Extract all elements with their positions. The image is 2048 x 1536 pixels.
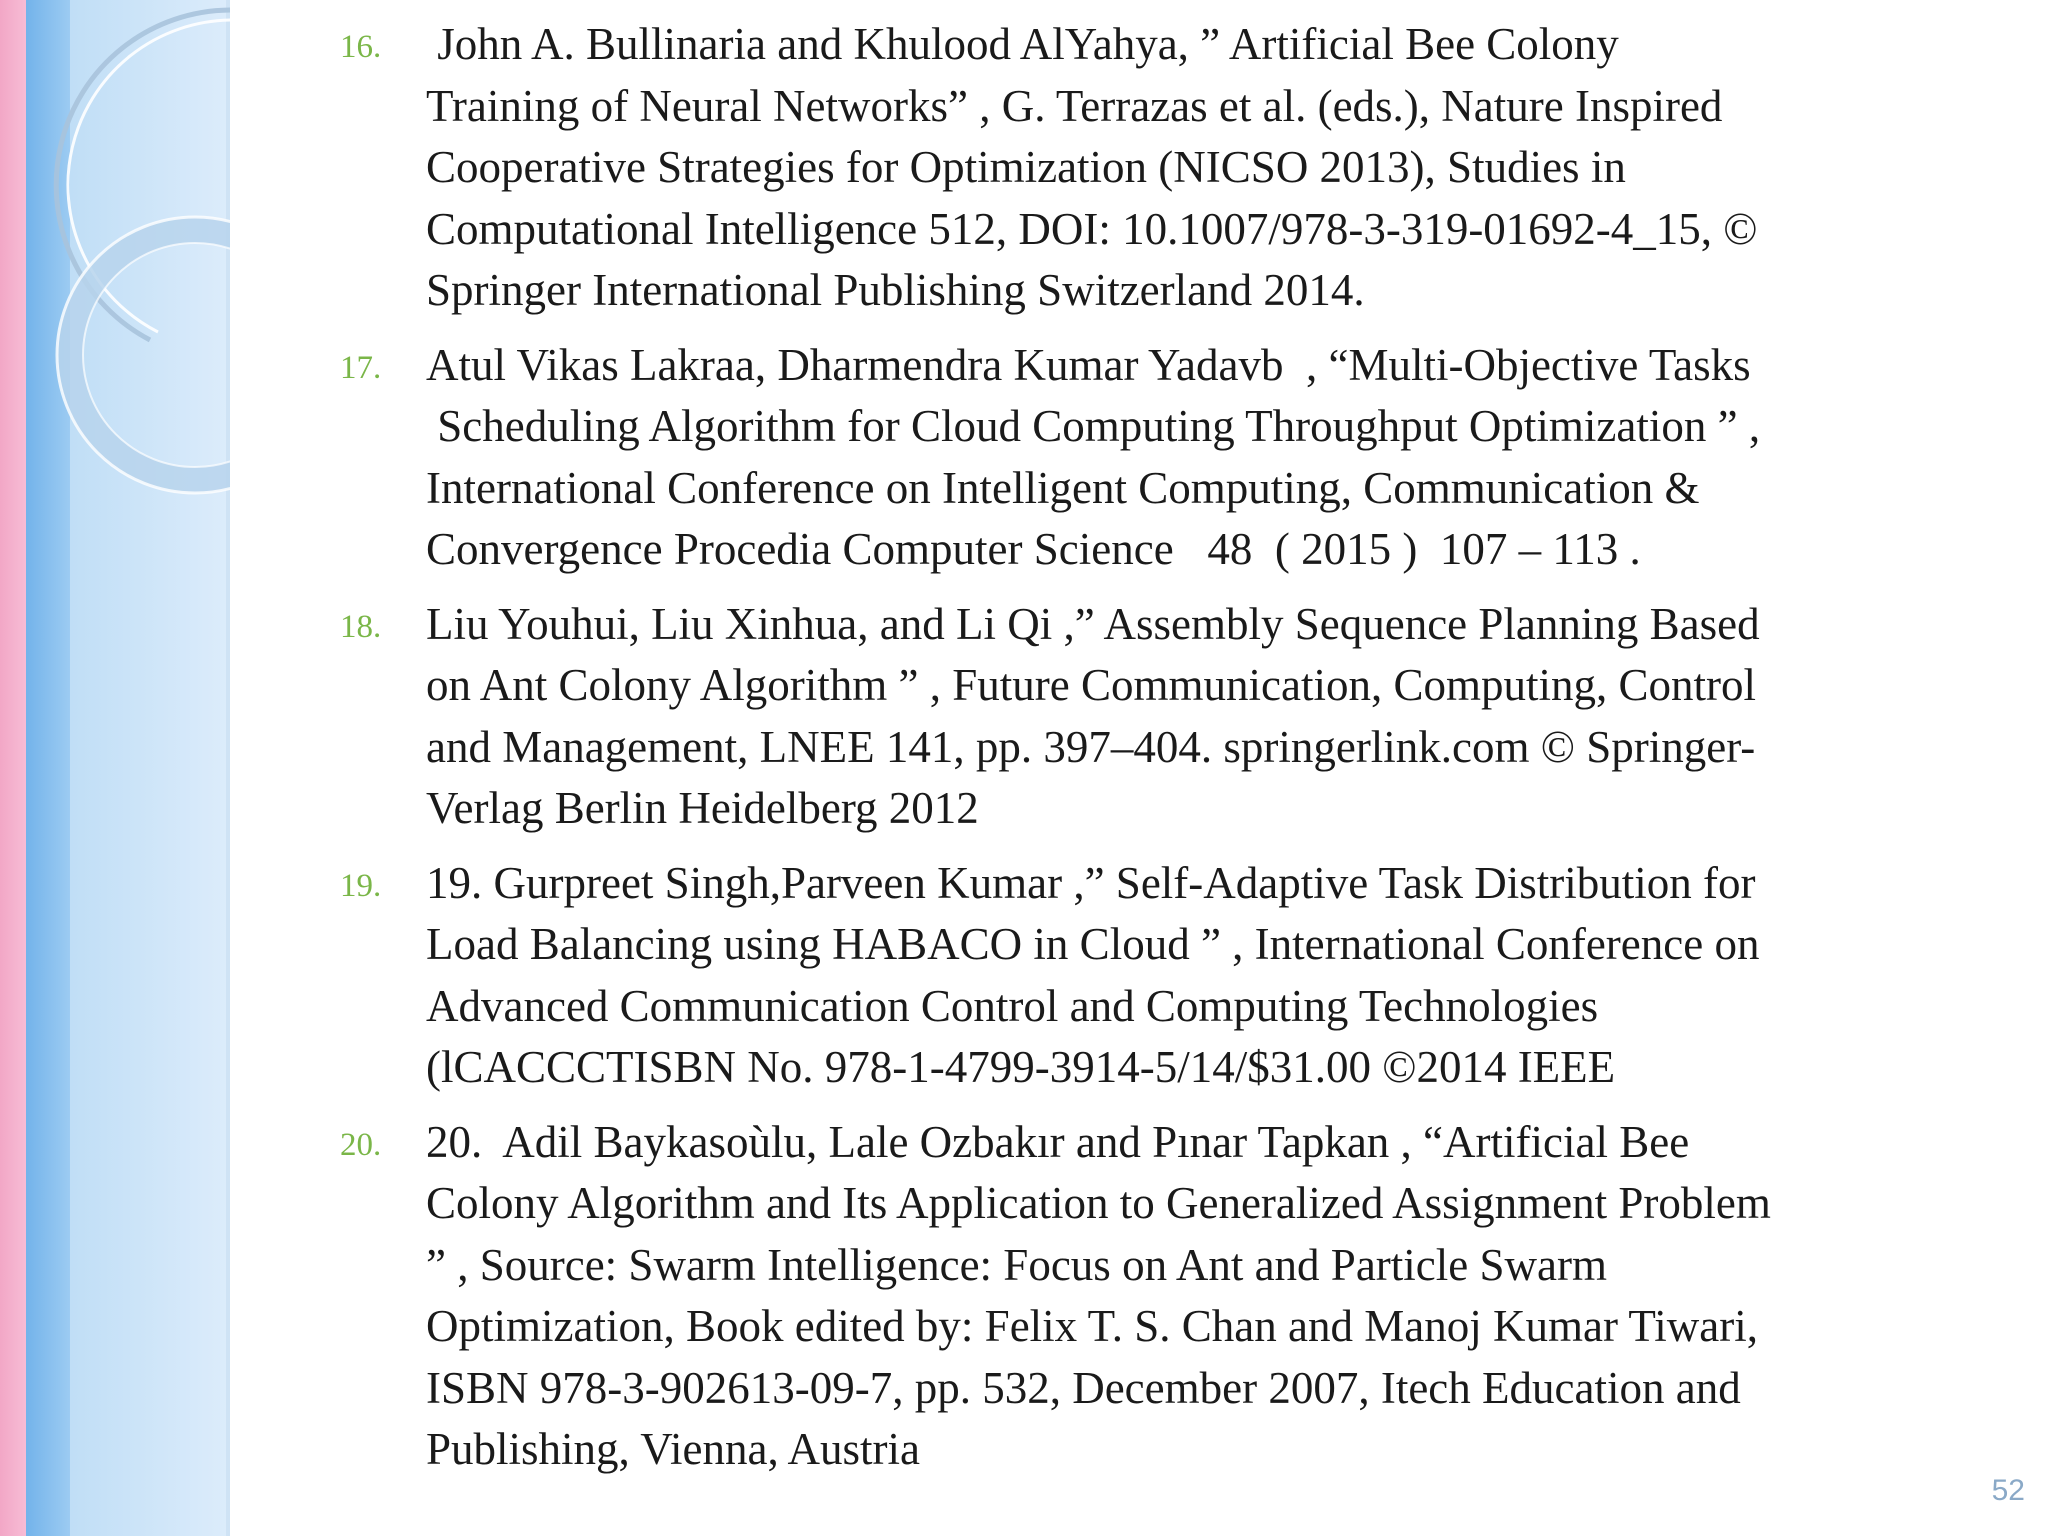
reference-number: 18. <box>340 608 382 645</box>
reference-list <box>340 14 1980 1494</box>
reference-number: 19. <box>340 867 382 904</box>
reference-text: Liu Youhui, Liu Xinhua, and Li Qi ,” Assembly Sequence Planning Based on Ant Colony Algorithm ” , Future Communication, Computing, Control and Management, LNEE 141, pp. 397–404. springerlink.com © Springer- Verlag Berlin Heidelberg 2012 <box>426 598 1760 833</box>
reference-item <box>340 14 1980 322</box>
reference-number: 17. <box>340 349 382 386</box>
reference-number: 20. <box>340 1126 382 1163</box>
reference-item <box>340 594 1980 840</box>
reference-item <box>340 853 1980 1099</box>
reference-text: Atul Vikas Lakraa, Dharmendra Kumar Yadavb , “Multi-Objective Tasks Scheduling Algorithm for Cloud Computing Throughput Optimization ” , International Conference on Intelligent Computing, Communication & Convergence Procedia Computer Science 48 ( 2015 ) 107 – 113 . <box>426 339 1761 574</box>
page-number: 52 <box>1991 1474 2025 1507</box>
reference-item <box>340 1112 1980 1481</box>
reference-number: 16. <box>340 29 382 65</box>
reference-text: John A. Bullinaria and Khulood AlYahya, ” Artificial Bee Colony Training of Neural Networks” , G. Terrazas et al. (eds.), Nature Inspired Cooperative Strategies for Optimization (NICSO 2013), Studies in Computational Intelligence 512, DOI: 10.1007/978-3-319-01692-4_15, © Springer International Publishing Switzerland 2014. <box>426 19 1758 315</box>
reference-text: 19. Gurpreet Singh,Parveen Kumar ,” Self-Adaptive Task Distribution for Load Balancing using HABACO in Cloud ” , International Conference on Advanced Communication Control and Computing Technologies (lCACCCTISBN No. 978-1-4799-3914-5/14/$31.00 ©2014 IEEE <box>426 857 1760 1092</box>
sidebar-ring-decoration <box>0 0 230 520</box>
reference-item <box>340 335 1980 581</box>
reference-text: 20. Adil Baykasoùlu, Lale Ozbakır and Pınar Tapkan , “Artificial Bee Colony Algorithm and Its Application to Generalized Assignment Problem ” , Source: Swarm Intelligence: Focus on Ant and Particle Swarm Optimization, Book edited by: Felix T. S. Chan and Manoj Kumar Tiwari, ISBN 978-3-902613-09-7, pp. 532, December 2007, Itech Education and Publishing, Vienna, Austria <box>426 1116 1771 1474</box>
decorative-sidebar <box>0 0 230 1536</box>
